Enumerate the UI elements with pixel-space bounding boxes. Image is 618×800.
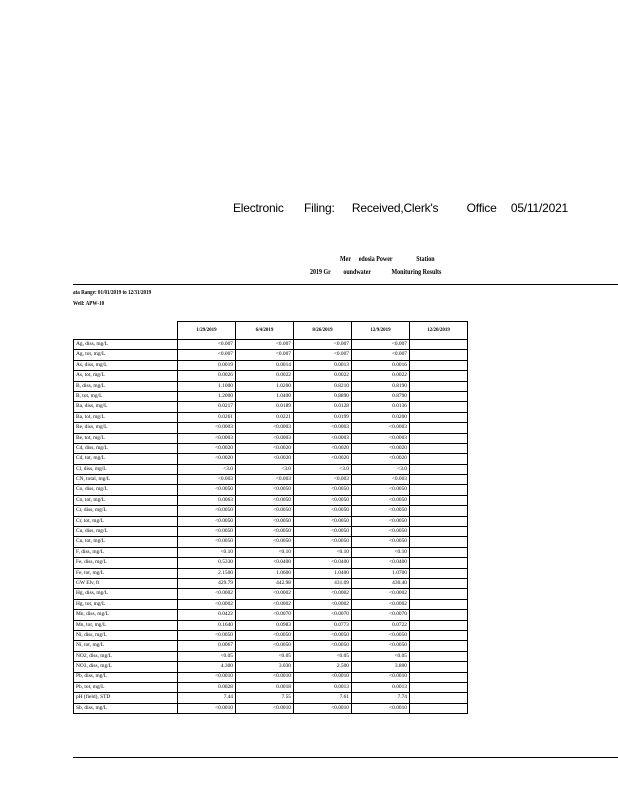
value-cell: 1.0600: [236, 568, 294, 578]
table-row: [74, 547, 468, 557]
value-cell: [410, 485, 468, 495]
value-cell: [410, 662, 468, 672]
parameter-cell: Fe, diss, mg/L: [74, 558, 178, 568]
value-cell: <0.10: [294, 547, 352, 557]
value-cell: <0.0010: [178, 703, 236, 713]
value-cell: 0.0217: [178, 402, 236, 412]
table-row: [74, 433, 468, 443]
value-cell: [410, 495, 468, 505]
parameter-cell: Co, tot, mg/L: [74, 495, 178, 505]
value-cell: 1.1000: [178, 381, 236, 391]
value-cell: [410, 558, 468, 568]
table-row: [74, 454, 468, 464]
table-row: [74, 672, 468, 682]
value-cell: <0.0010: [294, 703, 352, 713]
value-cell: <0.0002: [352, 599, 410, 609]
table-row: [74, 402, 468, 412]
value-cell: <0.0070: [352, 610, 410, 620]
parameter-cell: Cr, tot, mg/L: [74, 516, 178, 526]
table-row: [74, 485, 468, 495]
value-cell: <0.0010: [236, 672, 294, 682]
value-cell: <0.0050: [294, 506, 352, 516]
table-row: [74, 693, 468, 703]
value-cell: 0.1640: [178, 620, 236, 630]
value-cell: [410, 371, 468, 381]
results-table: [73, 321, 468, 714]
value-cell: [410, 641, 468, 651]
value-cell: <0.0050: [236, 641, 294, 651]
value-cell: <0.0020: [178, 443, 236, 453]
value-cell: <0.0050: [294, 641, 352, 651]
value-cell: <0.0002: [294, 599, 352, 609]
value-cell: [410, 402, 468, 412]
value-cell: <0.0020: [178, 454, 236, 464]
value-cell: 7.61: [294, 693, 352, 703]
parameter-cell: Ag, diss, mg/L: [74, 340, 178, 350]
table-row: [74, 558, 468, 568]
value-cell: <0.10: [178, 547, 236, 557]
value-cell: <0.0050: [236, 506, 294, 516]
parameter-cell: Hg, tot, mg/L: [74, 599, 178, 609]
value-cell: [410, 516, 468, 526]
value-cell: <0.003: [294, 475, 352, 485]
parameter-cell: B, tot, mg/L: [74, 391, 178, 401]
value-cell: 0.0983: [236, 620, 294, 630]
report-title-line1: Mer edosia Power Station: [340, 254, 435, 263]
parameter-cell: Ba, tot, mg/L: [74, 412, 178, 422]
parameter-cell: NO3, diss, mg/L: [74, 662, 178, 672]
table-row: [74, 516, 468, 526]
value-cell: <0.0050: [178, 527, 236, 537]
value-cell: <0.0003: [294, 433, 352, 443]
value-cell: [410, 589, 468, 599]
value-cell: 0.0221: [236, 412, 294, 422]
value-cell: [410, 443, 468, 453]
table-row: [74, 599, 468, 609]
value-cell: <0.0002: [352, 589, 410, 599]
table-row: [74, 568, 468, 578]
value-cell: <0.007: [178, 340, 236, 350]
value-cell: 0.0013: [352, 682, 410, 692]
value-cell: <0.05: [236, 651, 294, 661]
parameter-cell: Cl, diss, mg/L: [74, 464, 178, 474]
value-cell: 7.44: [178, 693, 236, 703]
value-cell: <0.0050: [352, 516, 410, 526]
value-cell: <0.05: [294, 651, 352, 661]
value-cell: [410, 433, 468, 443]
value-cell: <0.0050: [178, 630, 236, 640]
parameter-cell: Be, diss, mg/L: [74, 423, 178, 433]
value-cell: <0.0003: [236, 423, 294, 433]
header-rule: [73, 284, 618, 285]
table-row: [74, 371, 468, 381]
value-cell: <0.0002: [236, 599, 294, 609]
value-cell: <0.0003: [236, 433, 294, 443]
table-row: [74, 360, 468, 370]
value-cell: [410, 423, 468, 433]
value-cell: 0.0013: [294, 360, 352, 370]
value-cell: 0.0067: [178, 641, 236, 651]
parameter-cell: NO2, diss, mg/L: [74, 651, 178, 661]
table-row: [74, 527, 468, 537]
value-cell: <0.003: [178, 475, 236, 485]
table-row: [74, 475, 468, 485]
value-cell: 0.0063: [178, 495, 236, 505]
table-row: [74, 578, 468, 588]
value-cell: <0.0020: [236, 454, 294, 464]
value-cell: <0.0050: [236, 630, 294, 640]
value-cell: <0.0050: [294, 495, 352, 505]
value-cell: [410, 682, 468, 692]
value-cell: <0.10: [352, 547, 410, 557]
value-cell: <0.0010: [352, 672, 410, 682]
value-cell: 0.0261: [178, 412, 236, 422]
value-cell: [410, 630, 468, 640]
value-cell: <0.0050: [236, 527, 294, 537]
value-cell: <0.0050: [352, 641, 410, 651]
date-header: 12/9/2019: [352, 322, 410, 340]
value-cell: [410, 506, 468, 516]
value-cell: 7.55: [236, 693, 294, 703]
value-cell: <0.0050: [352, 485, 410, 495]
value-cell: <0.0050: [236, 516, 294, 526]
value-cell: 0.0200: [352, 412, 410, 422]
table-row: [74, 589, 468, 599]
value-cell: <0.0050: [352, 630, 410, 640]
value-cell: <0.0003: [352, 433, 410, 443]
table-row: [74, 662, 468, 672]
value-cell: 1.0200: [236, 381, 294, 391]
value-cell: 0.8210: [294, 381, 352, 391]
parameter-cell: Cr, diss, mg/L: [74, 506, 178, 516]
value-cell: <0.0003: [294, 423, 352, 433]
parameter-cell: Mn, diss, mg/L: [74, 610, 178, 620]
value-cell: 7.74: [352, 693, 410, 703]
value-cell: 2.500: [294, 662, 352, 672]
value-cell: [410, 381, 468, 391]
table-row: [74, 506, 468, 516]
value-cell: 431.09: [294, 578, 352, 588]
value-cell: 0.0018: [236, 682, 294, 692]
parameter-cell: Be, tot, mg/L: [74, 433, 178, 443]
value-cell: 1.2000: [178, 391, 236, 401]
table-row: [74, 412, 468, 422]
value-cell: <0.007: [178, 350, 236, 360]
parameter-cell: Cu, tot, mg/L: [74, 537, 178, 547]
value-cell: <0.0050: [294, 485, 352, 495]
value-cell: 442.98: [236, 578, 294, 588]
parameter-cell: B, diss, mg/L: [74, 381, 178, 391]
value-cell: [410, 672, 468, 682]
parameter-cell: Ba, diss, mg/L: [74, 402, 178, 412]
table-row: [74, 464, 468, 474]
value-cell: [410, 391, 468, 401]
value-cell: <0.0003: [178, 433, 236, 443]
value-cell: <0.0002: [236, 589, 294, 599]
table-row: [74, 651, 468, 661]
table-row: [74, 682, 468, 692]
value-cell: <0.05: [178, 651, 236, 661]
value-cell: 0.0422: [178, 610, 236, 620]
value-cell: <0.0002: [178, 599, 236, 609]
value-cell: 1.0400: [294, 568, 352, 578]
value-cell: <0.0050: [294, 527, 352, 537]
report-title-line2: 2019 Gr oundwater Monituring Results: [310, 267, 442, 276]
stamp-received: Received,Clerk's: [351, 201, 439, 215]
value-cell: <0.0400: [236, 558, 294, 568]
table-row: [74, 423, 468, 433]
value-cell: [410, 620, 468, 630]
value-cell: 0.0028: [178, 682, 236, 692]
parameter-cell: Cd, diss, mg/L: [74, 443, 178, 453]
value-cell: <0.0010: [294, 672, 352, 682]
value-cell: <0.0050: [294, 630, 352, 640]
value-cell: <0.007: [236, 350, 294, 360]
table-row: [74, 641, 468, 651]
value-cell: <0.0002: [294, 589, 352, 599]
footer-rule: [73, 757, 618, 758]
table-row: [74, 610, 468, 620]
value-cell: [410, 537, 468, 547]
value-cell: 1.0700: [352, 568, 410, 578]
value-cell: <3.0: [352, 464, 410, 474]
table-row: [74, 381, 468, 391]
value-cell: 0.0773: [294, 620, 352, 630]
value-cell: [410, 475, 468, 485]
parameter-cell: Ni, diss, mg/L: [74, 630, 178, 640]
parameter-cell: Sb, diss, mg/L: [74, 703, 178, 713]
value-cell: <0.0050: [352, 506, 410, 516]
value-cell: <0.0020: [352, 454, 410, 464]
value-cell: 0.0022: [236, 371, 294, 381]
value-cell: 0.0199: [294, 412, 352, 422]
value-cell: <0.007: [294, 350, 352, 360]
value-cell: <0.0050: [178, 485, 236, 495]
parameter-cell: As, tot, mg/L: [74, 371, 178, 381]
value-cell: [410, 568, 468, 578]
value-cell: 0.0136: [352, 402, 410, 412]
parameter-cell: Fe, tot, mg/L: [74, 568, 178, 578]
value-cell: <0.0020: [352, 443, 410, 453]
table-row: [74, 620, 468, 630]
value-cell: [410, 464, 468, 474]
value-cell: <0.0050: [352, 527, 410, 537]
value-cell: 0.8190: [352, 381, 410, 391]
value-cell: <0.007: [236, 340, 294, 350]
electronic-filing-stamp: [233, 201, 568, 215]
value-cell: <0.0050: [352, 537, 410, 547]
value-cell: 0.8790: [352, 391, 410, 401]
value-cell: <0.0010: [352, 703, 410, 713]
value-cell: 430.40: [352, 578, 410, 588]
value-cell: 0.0022: [352, 371, 410, 381]
stamp-filing: Filing:: [303, 201, 335, 215]
parameter-cell: Ni, tot, mg/L: [74, 641, 178, 651]
value-cell: <0.0400: [352, 558, 410, 568]
date-header: 12/20/2019: [410, 322, 468, 340]
table-row: [74, 537, 468, 547]
value-cell: 0.0189: [236, 402, 294, 412]
parameter-cell: F, diss, mg/L: [74, 547, 178, 557]
value-cell: <3.0: [236, 464, 294, 474]
value-cell: 3.800: [352, 662, 410, 672]
value-cell: <0.0050: [236, 537, 294, 547]
table-row: [74, 630, 468, 640]
value-cell: 0.0026: [178, 371, 236, 381]
date-header: 8/26/2019: [294, 322, 352, 340]
value-cell: <0.007: [294, 340, 352, 350]
value-cell: 0.0013: [294, 682, 352, 692]
parameter-cell: GW Elv, ft: [74, 578, 178, 588]
value-cell: <0.0400: [294, 558, 352, 568]
value-cell: <0.0020: [294, 443, 352, 453]
parameter-cell: Ag, tot, mg/L: [74, 350, 178, 360]
value-cell: <0.0050: [178, 506, 236, 516]
value-cell: <0.10: [236, 547, 294, 557]
value-cell: [410, 527, 468, 537]
parameter-cell: Mn, tot, mg/L: [74, 620, 178, 630]
value-cell: [410, 412, 468, 422]
value-cell: [410, 651, 468, 661]
value-cell: <0.003: [236, 475, 294, 485]
table-row: [74, 703, 468, 713]
value-cell: <0.0002: [178, 589, 236, 599]
value-cell: [410, 693, 468, 703]
value-cell: <0.0050: [236, 495, 294, 505]
value-cell: [410, 547, 468, 557]
parameter-cell: Cd, tot, mg/L: [74, 454, 178, 464]
value-cell: 429.79: [178, 578, 236, 588]
table-row: [74, 340, 468, 350]
date-range: ata Range: 01/01/2019 to 12/31/2019: [73, 290, 152, 296]
date-header: 1/29/2019: [178, 322, 236, 340]
parameter-cell: Pb, tot, mg/L: [74, 682, 178, 692]
parameter-cell: Hg, diss, mg/L: [74, 589, 178, 599]
value-cell: <0.0003: [352, 423, 410, 433]
value-cell: 0.0019: [178, 360, 236, 370]
value-cell: <3.0: [294, 464, 352, 474]
value-cell: 0.0722: [352, 620, 410, 630]
table-row: [74, 350, 468, 360]
well-id: Well: APW-10: [73, 301, 105, 307]
value-cell: <0.0003: [178, 423, 236, 433]
parameter-cell: Cu, diss, mg/L: [74, 527, 178, 537]
value-cell: 2.1500: [178, 568, 236, 578]
date-header-row: [74, 322, 468, 340]
value-cell: <0.0050: [294, 537, 352, 547]
value-cell: <0.0050: [352, 495, 410, 505]
value-cell: [410, 350, 468, 360]
value-cell: <0.003: [352, 475, 410, 485]
value-cell: [410, 454, 468, 464]
value-cell: 4.300: [178, 662, 236, 672]
value-cell: 1.0400: [236, 391, 294, 401]
value-cell: 0.0016: [352, 360, 410, 370]
table-row: [74, 495, 468, 505]
value-cell: 0.5330: [178, 558, 236, 568]
value-cell: <0.0050: [178, 537, 236, 547]
value-cell: <0.0050: [178, 516, 236, 526]
value-cell: 0.0022: [294, 371, 352, 381]
parameter-cell: Co, diss, mg/L: [74, 485, 178, 495]
date-header: 6/4/2019: [236, 322, 294, 340]
value-cell: <0.007: [352, 340, 410, 350]
table-row: [74, 443, 468, 453]
stamp-office: Office: [466, 201, 497, 215]
value-cell: [410, 610, 468, 620]
value-cell: [410, 340, 468, 350]
value-cell: <0.0070: [294, 610, 352, 620]
value-cell: [410, 360, 468, 370]
stamp-date: 05/11/2021: [510, 201, 569, 215]
value-cell: [410, 599, 468, 609]
value-cell: <0.0010: [178, 672, 236, 682]
value-cell: 0.0128: [294, 402, 352, 412]
value-cell: [410, 703, 468, 713]
parameter-cell: pH (field), STD: [74, 693, 178, 703]
parameter-cell: As, diss, mg/L: [74, 360, 178, 370]
value-cell: <3.0: [178, 464, 236, 474]
value-cell: <0.0050: [236, 485, 294, 495]
value-cell: [410, 578, 468, 588]
parameter-cell: Pb, diss, mg/L: [74, 672, 178, 682]
value-cell: 0.0014: [236, 360, 294, 370]
value-cell: <0.0010: [236, 703, 294, 713]
value-cell: <0.0020: [236, 443, 294, 453]
value-cell: <0.0020: [294, 454, 352, 464]
table-row: [74, 391, 468, 401]
value-cell: <0.0070: [236, 610, 294, 620]
value-cell: <0.0050: [294, 516, 352, 526]
value-cell: <0.007: [352, 350, 410, 360]
stamp-electronic: Electronic: [233, 201, 284, 215]
value-cell: <0.05: [352, 651, 410, 661]
parameter-cell: CN, total, mg/L: [74, 475, 178, 485]
value-cell: 0.8890: [294, 391, 352, 401]
value-cell: 3.030: [236, 662, 294, 672]
